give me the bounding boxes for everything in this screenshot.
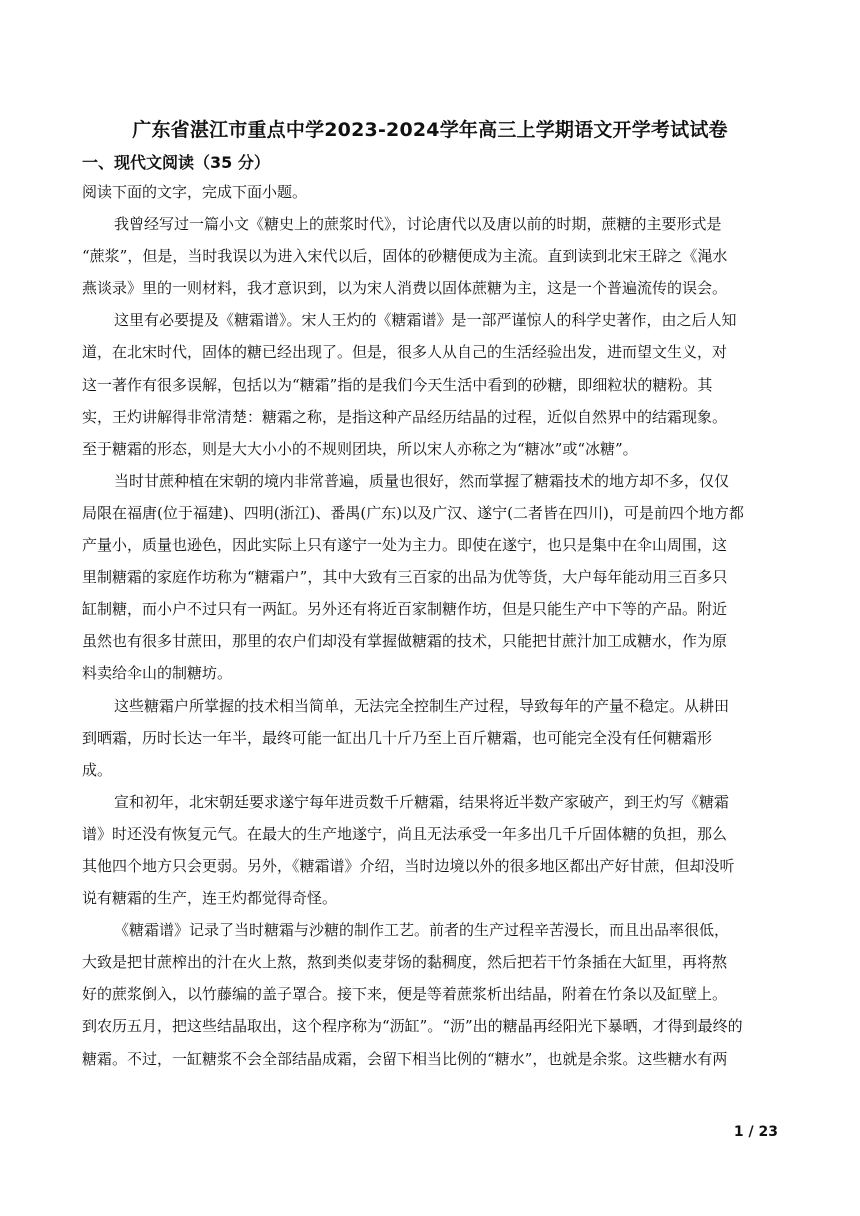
passage-line: 宣和初年，北宋朝廷要求遂宁每年进贡数千斤糖霜，结果将近半数产家破产，到王灼写《糖霜 (114, 792, 730, 811)
passage-line: 成。 (82, 760, 113, 779)
passage-body (82, 176, 782, 1075)
passage-line: 这些糖霜户所掌握的技术相当简单，无法完全控制生产过程，导致每年的产量不稳定。从耕田 (114, 696, 730, 715)
passage-line: 道，在北宋时代，固体的糖已经出现了。但是，很多人从自己的生活经验出发，进而望文生义，对 (82, 343, 728, 362)
passage-line: 缸制糖，而小户不过只有一两缸。另外还有将近百家制糖作坊，但是只能生产中下等的产品。附近 (82, 600, 728, 619)
passage-line: 谱》时还没有恢复元气。在最大的生产地遂宁，尚且无法承受一年多出几千斤固体糖的负担，那么 (82, 824, 728, 843)
passage-line: 阅读下面的文字，完成下面小题。 (82, 183, 308, 201)
page-number: 1 / 23 (733, 1124, 778, 1140)
passage-line: 至于糖霜的形态，则是大大小小的不规则团块，所以宋人亦称之为“糖冰”或“冰糖”。 (82, 439, 638, 458)
passage-line: 燕谈录》里的一则材料，我才意识到，以为宋人消费以固体蔗糖为主，这是一个普遍流传的误会。 (82, 279, 728, 298)
passage-line: 好的蔗浆倒入，以竹藤编的盖子罩合。接下来，便是等着蔗浆析出结晶，附着在竹条以及缸壁上。 (82, 985, 728, 1004)
passage-line: 其他四个地方只会更弱。另外，《糖霜谱》介绍，当时边境以外的很多地区都出产好甘蔗，但却没听 (82, 856, 735, 875)
section-heading: 一、现代文阅读（35 分） (82, 153, 270, 172)
passage-line: 当时甘蔗种植在宋朝的境内非常普遍，质量也很好，然而掌握了糖霜技术的地方却不多，仅仅 (114, 471, 730, 490)
passage-line: 我曾经写过一篇小文《糖史上的蔗浆时代》，讨论唐代以及唐以前的时期，蔗糖的主要形式是 (114, 215, 722, 234)
passage-line: 虽然也有很多甘蔗田，那里的农户们却没有掌握做糖霜的技术，只能把甘蔗汁加工成糖水，作为原 (82, 632, 728, 651)
passage-line: 产量小，质量也逊色，因此实际上只有遂宁一处为主力。即使在遂宁，也只是集中在伞山周围，这 (82, 536, 728, 555)
passage-line: 说有糖霜的生产，连王灼都觉得奇怪。 (82, 889, 338, 908)
passage-line: 到农历五月，把这些结晶取出，这个程序称为“沥缸”。“沥”出的糖晶再经阳光下暴晒，才得到最终的 (82, 1017, 743, 1036)
passage-line: 这里有必要提及《糖霜谱》。宋人王灼的《糖霜谱》是一部严谨惊人的科学史著作，由之后人知 (114, 311, 737, 330)
passage-line: 局限在福唐(位于福建)、四明(浙江)、番禺(广东)以及广汉、遂宁(二者皆在四川)，可是前四个地方都 (82, 503, 744, 522)
passage-line: 大致是把甘蔗榨出的汁在火上熬，熬到类似麦芽饧的黏稠度，然后把若干竹条插在大缸里，再将熬 (82, 953, 728, 972)
passage-line: 里制糖霜的家庭作坊称为“糖霜户”，其中大致有三百家的出品为优等货，大户每年能动用三百多只 (82, 568, 728, 587)
passage-line: 这一著作有很多误解，包括以为“糖霜”指的是我们今天生活中看到的砂糖，即细粒状的糖粉。其 (82, 375, 713, 394)
document-title: 广东省湛江市重点中学2023-2024学年高三上学期语文开学考试试卷 (132, 119, 728, 141)
passage-line: 到晒霜，历时长达一年半，最终可能一缸出几十斤乃至上百斤糖霜，也可能完全没有任何糖霜形 (82, 728, 713, 747)
passage-line: “蔗浆”，但是，当时我误以为进入宋代以后，固体的砂糖便成为主流。直到读到北宋王辟之《渑水 (82, 247, 728, 266)
passage-line: 料卖给伞山的制糖坊。 (82, 664, 233, 683)
passage-line: 实，王灼讲解得非常清楚：糖霜之称，是指这种产品经历结晶的过程，近似自然界中的结霜现象。 (82, 407, 728, 426)
passage-line: 《糖霜谱》记录了当时糖霜与沙糖的制作工艺。前者的生产过程辛苦漫长，而且出品率很低， (114, 921, 730, 940)
passage-line: 糖霜。不过，一缸糖浆不会全部结晶成霜，会留下相当比例的“糖水”，也就是余浆。这些糖水有两 (82, 1049, 728, 1068)
